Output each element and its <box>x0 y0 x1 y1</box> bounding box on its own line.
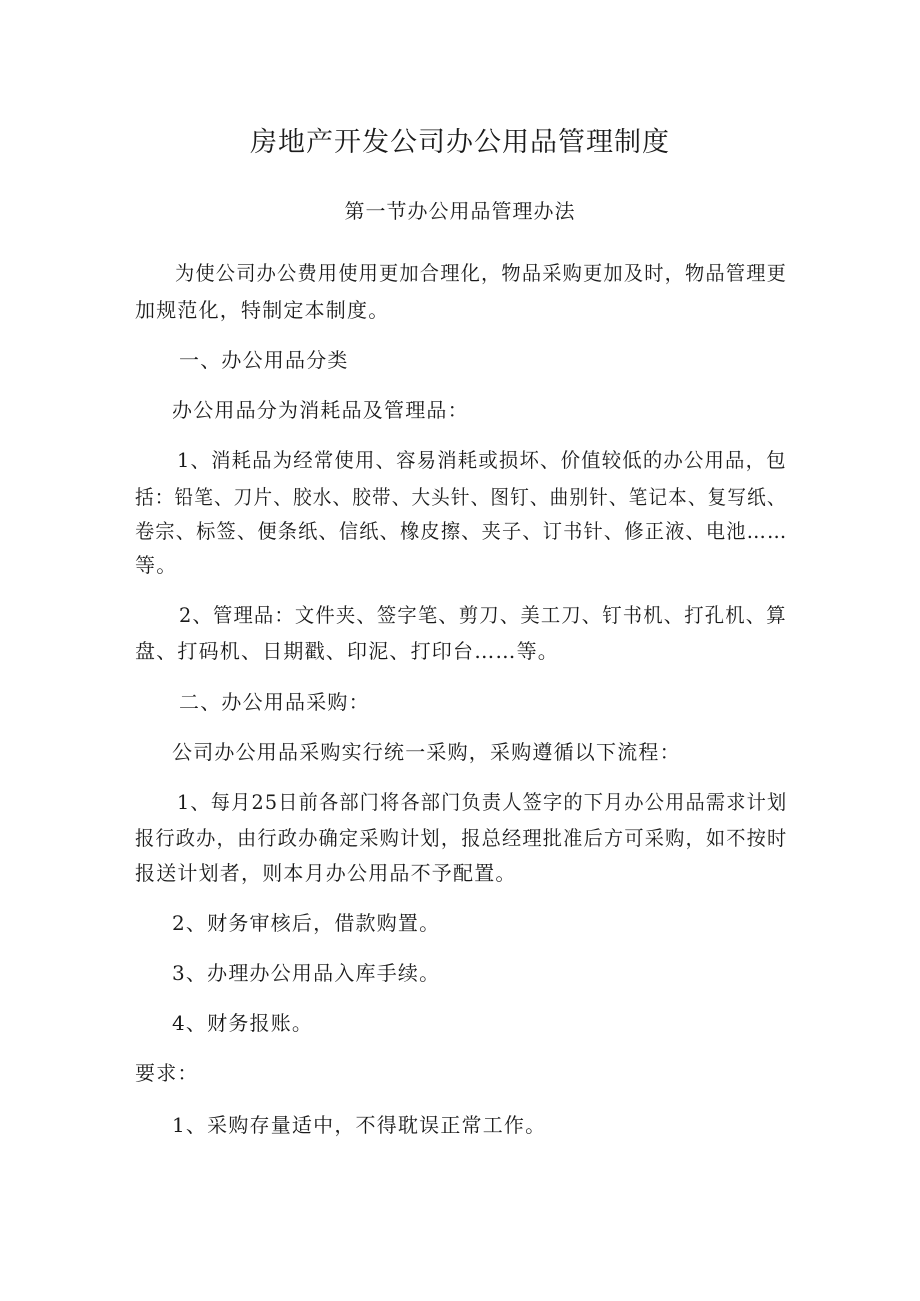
part2-step4: 4、财务报账。 <box>172 1011 314 1035</box>
requirements-heading: 要求： <box>135 1061 199 1085</box>
section-title: 第一节办公用品管理办法 <box>344 199 576 223</box>
part1-item2-line-2: 盘、打码机、日期戳、印泥、打印台……等。 <box>135 639 559 663</box>
part2-heading: 二、办公用品采购： <box>179 690 370 714</box>
requirements-item-1: 1、采购存量适中，不得耽误正常工作。 <box>172 1113 547 1137</box>
intro-line-2: 加规范化，特制定本制度。 <box>135 298 390 322</box>
part2-step3: 3、办理办公用品入库手续。 <box>172 961 441 985</box>
part2-lead: 公司办公用品采购实行统一采购，采购遵循以下流程： <box>172 740 681 764</box>
part1-item1-line-2: 括：铅笔、刀片、胶水、胶带、大头针、图钉、曲别针、笔记本、复写纸、 <box>135 485 787 509</box>
part1-item1-line-1: 1、消耗品为经常使用、容易消耗或损坏、价值较低的办公用品，包 <box>177 448 787 472</box>
intro-line-1: 为使公司办公费用使用更加合理化，物品采购更加及时，物品管理更 <box>175 261 788 285</box>
part1-lead: 办公用品分为消耗品及管理品： <box>172 398 469 422</box>
part1-item1-line-3: 卷宗、标签、便条纸、信纸、橡皮擦、夹子、订书针、修正液、电池…… <box>135 519 788 543</box>
part2-step1-line-2: 报行政办，由行政办确定采购计划，报总经理批准后方可采购，如不按时 <box>135 826 788 850</box>
part1-item1-line-4: 等。 <box>135 553 178 577</box>
part1-item2-line-1: 2、管理品：文件夹、签字笔、剪刀、美工刀、钉书机、打孔机、算 <box>179 603 787 627</box>
document-title: 房地产开发公司办公用品管理制度 <box>250 127 670 158</box>
part1-heading: 一、办公用品分类 <box>179 348 349 372</box>
part2-step2: 2、财务审核后，借款购置。 <box>172 911 441 935</box>
part2-step1-line-3: 报送计划者，则本月办公用品不予配置。 <box>135 861 517 885</box>
part2-step1-line-1: 1、每月25日前各部门将各部门负责人签字的下月办公用品需求计划 <box>177 790 788 814</box>
